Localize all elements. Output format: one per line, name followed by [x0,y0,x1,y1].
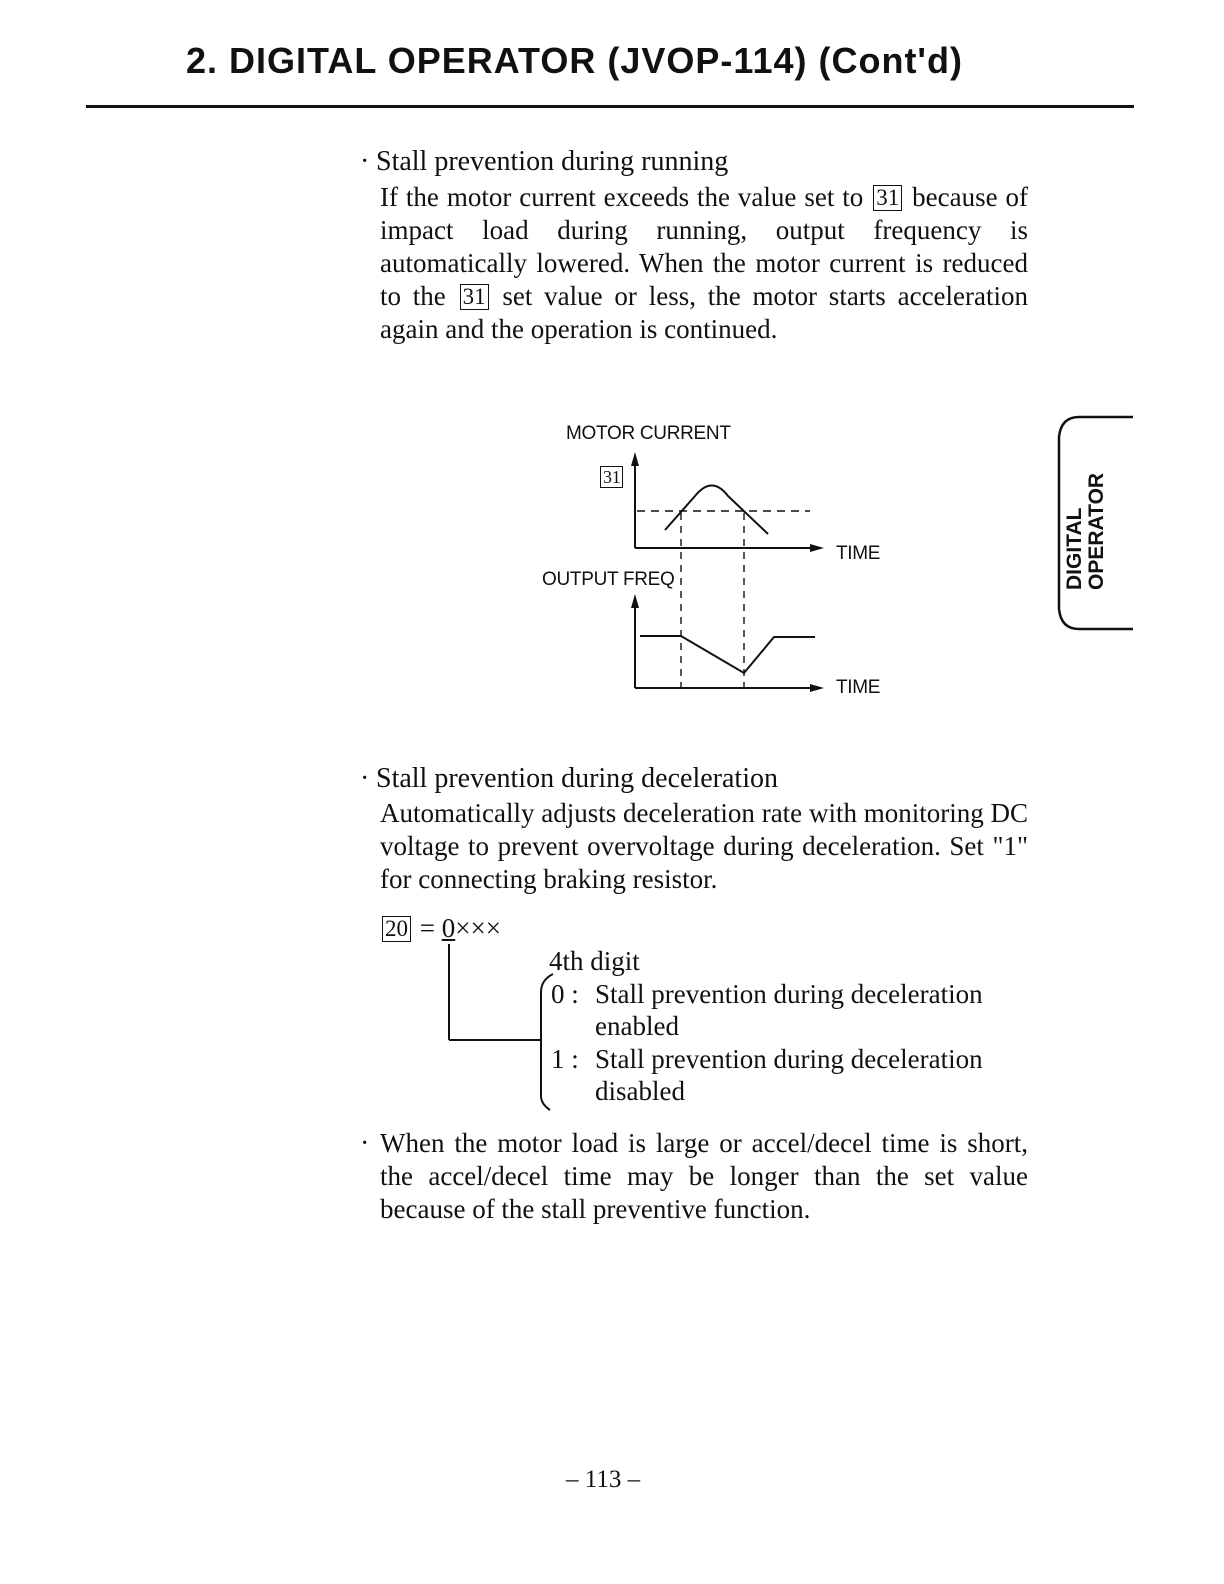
parameter-ref-box: 31 [460,284,489,310]
formula-digit: 0 [441,913,456,943]
motor-current-label: MOTOR CURRENT [566,423,731,444]
page-number: – 113 – [566,1466,641,1493]
section-note-body: When the motor load is large or accel/decel time is short, the accel/decel time may be longer than the set value because of the stall preventive function. [380,1128,1028,1224]
page-title: 2. DIGITAL OPERATOR (JVOP-114) (Cont'd) [186,40,963,81]
current-level-ref: 31 [600,466,623,488]
output-freq-label: OUTPUT FREQ [542,569,675,590]
bullet-dot: · [360,1128,370,1159]
side-tab-line1: DIGITAL [1063,507,1086,590]
heading-text: Stall prevention during deceleration [376,763,778,794]
digit-label: 4th digit [549,946,640,976]
section-decel-body: Automatically adjusts deceleration rate with monitoring DC voltage to prevent overvoltage during deceleration. Set "1" for connecting braking resistor. [380,798,1028,894]
parameter-ref-box: 31 [873,185,902,211]
parameter-ref-box: 20 [382,916,411,942]
side-tab-line2: OPERATOR [1085,472,1108,590]
running-text-2: because of impact load during running, output frequency is automatically lowered. When the motor current is reduced to the [380,182,1029,311]
option-1-key: 1 : [551,1044,579,1074]
time-label-bottom: TIME [836,677,881,698]
option-0-key: 0 : [551,979,579,1009]
option-0-line1: Stall prevention during deceleration [595,979,983,1009]
time-label-top: TIME [836,543,881,564]
running-text-3: set value or less, the motor starts acceleration again and the operation is continued. [380,281,1028,344]
bullet-dot: · [360,763,370,794]
formula-equals: = [419,913,435,943]
option-1-line2: disabled [595,1076,685,1106]
heading-text: Stall prevention during running [376,146,729,177]
option-1-line1: Stall prevention during deceleration [595,1044,983,1074]
section-note [360,1128,376,1160]
formula-rest: ××× [455,913,501,943]
running-text-1: If the motor current exceeds the value set to [380,182,864,212]
option-0-line2: enabled [595,1011,679,1041]
bullet-dot: · [360,146,370,177]
